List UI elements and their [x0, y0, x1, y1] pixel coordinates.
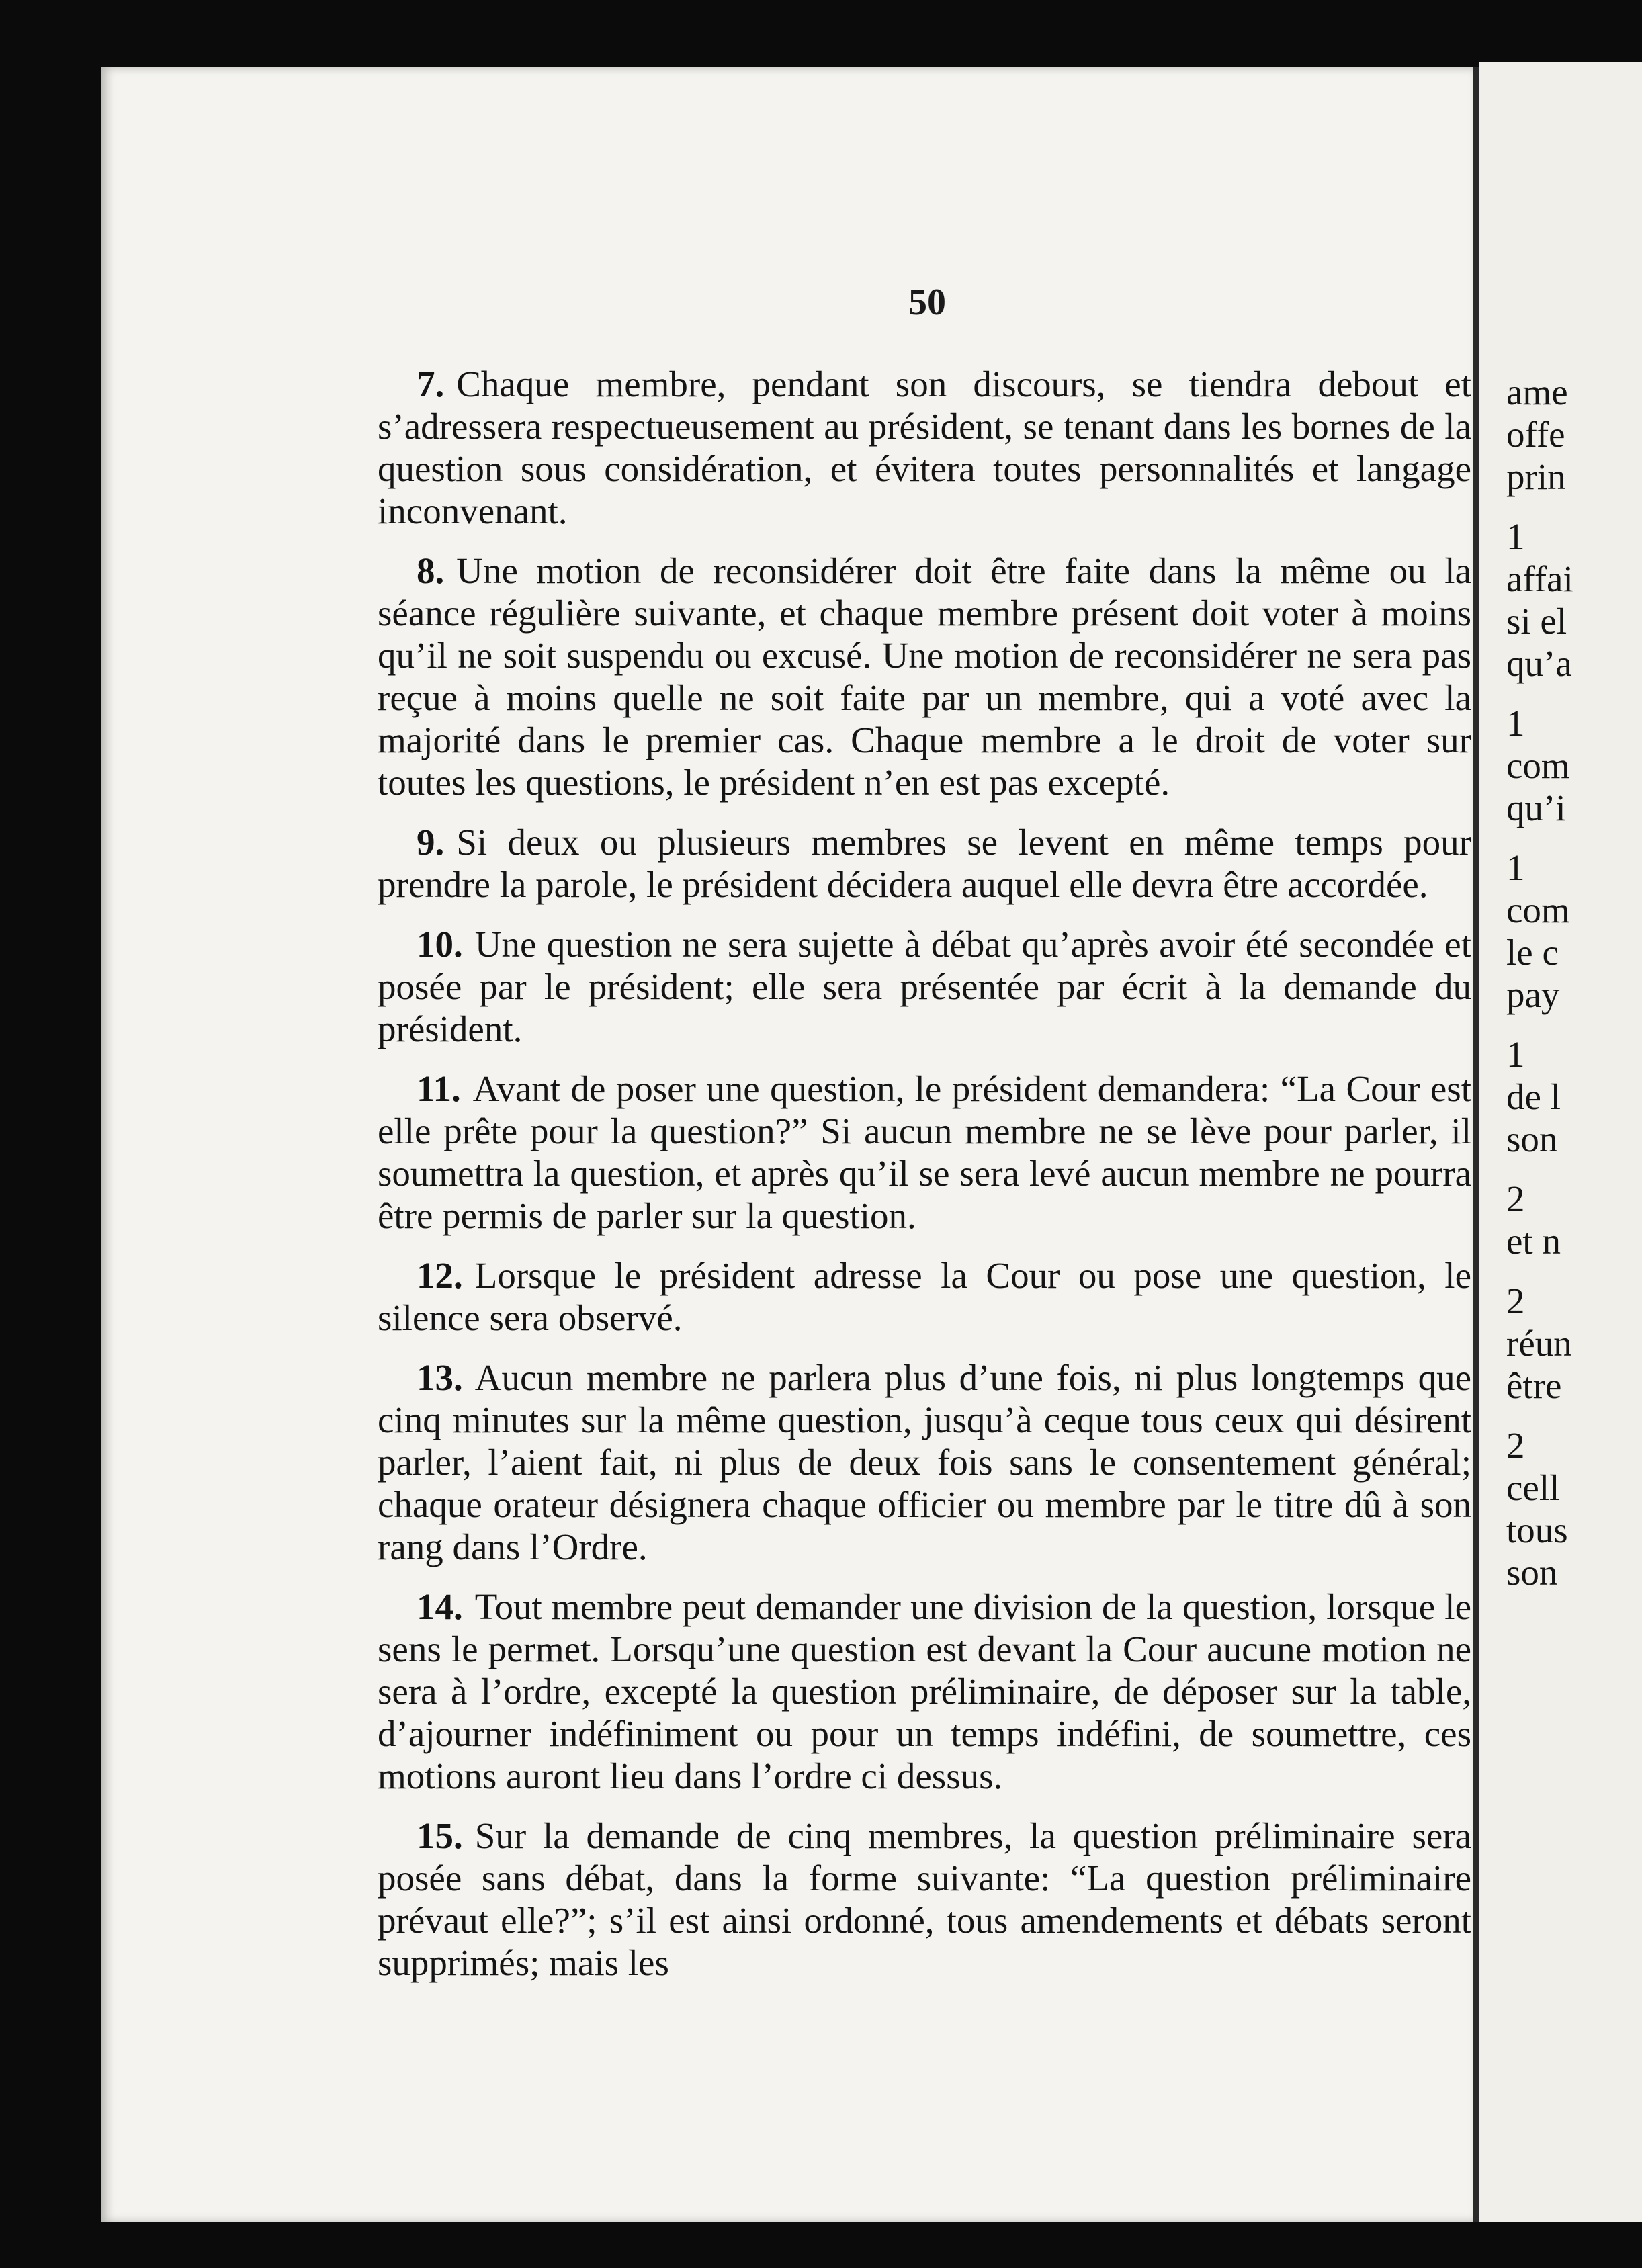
rule-text: Une question ne sera sujette à débat qu’après avoir été secondée et posée par le président; elle sera présentée par écrit à la demande du président. [378, 924, 1471, 1049]
adjacent-page-fragment: qu’i [1506, 787, 1566, 828]
book-gutter [1473, 67, 1479, 2222]
adjacent-page-gap [1506, 1262, 1642, 1280]
rule-text: Si deux ou plusieurs membres se levent en même temps pour prendre la parole, le président décidera auquel elle devra être accordée. [378, 822, 1471, 905]
rule-paragraph [378, 1067, 1471, 1237]
adjacent-page-text [1506, 371, 1642, 1594]
adjacent-page-fragment: qu’a [1506, 643, 1572, 684]
adjacent-page-fragment: être [1506, 1365, 1562, 1406]
adjacent-page-fragment: si el [1506, 601, 1567, 642]
rule-text: Sur la demande de cinq membres, la question préliminaire sera posée sans débat, dans la forme suivante: “La question préliminaire prévaut elle?”; s’il est ainsi ordonné, tous amendements et débats seront supprimés; mais les [378, 1815, 1471, 1983]
adjacent-page-gap [1506, 1016, 1642, 1033]
adjacent-page-fragment: 1 [1506, 1034, 1525, 1075]
adjacent-page-fragment: 1 [1506, 703, 1525, 744]
rule-number: 7. [417, 363, 445, 404]
rule-number: 12. [417, 1255, 463, 1296]
adjacent-page-gap [1506, 829, 1642, 846]
book-page [101, 67, 1473, 2222]
adjacent-page-fragment: réun [1506, 1323, 1572, 1364]
adjacent-page-fragment: affai [1506, 558, 1573, 599]
rule-number: 8. [417, 550, 445, 591]
adjacent-page-fragment: 1 [1506, 847, 1525, 888]
rule-text: Lorsque le président adresse la Cour ou pose une question, le silence sera observé. [378, 1255, 1471, 1338]
rule-paragraph [378, 1815, 1471, 1984]
rules-text [378, 363, 1471, 2001]
adjacent-page-fragment: com [1506, 745, 1570, 786]
rule-text: Une motion de reconsidérer doit être faite dans la même ou la séance régulière suivante, et chaque membre présent doit voter à moins qu’il ne soit suspendu ou excusé. Une motion de reconsidérer ne sera pas reçue à moins quelle ne soit faite par un membre, qui a voté avec la majorité dans le premier cas. Chaque membre a le droit de voter sur toutes les questions, le président n’en est pas excepté. [378, 550, 1471, 803]
rule-paragraph [378, 363, 1471, 532]
adjacent-page-fragment: son [1506, 1552, 1558, 1593]
adjacent-page-gap [1506, 1407, 1642, 1424]
adjacent-page-fragment: com [1506, 889, 1570, 930]
rule-number: 14. [417, 1586, 463, 1627]
adjacent-page-fragment: 1 [1506, 516, 1525, 557]
rule-paragraph [378, 550, 1471, 803]
rule-text: Aucun membre ne parlera plus d’une fois, ni plus longtemps que cinq minutes sur la même question, jusqu’à ceque tous ceux qui désirent parler, l’aient fait, ni plus de deux fois sans le consentement général; chaque orateur désignera chaque officier ou membre par le titre dû à son rang dans l’Ordre. [378, 1357, 1471, 1567]
adjacent-page-gap [1506, 1160, 1642, 1178]
rule-text: Tout membre peut demander une division de la question, lorsque le sens le permet. Lorsqu’une question est devant la Cour aucune motion ne sera à l’ordre, excepté la question préliminaire, de déposer sur la table, d’ajourner indéfiniment ou pour un temps indéfini, de soumettre, ces motions auront lieu dans l’ordre ci dessus. [378, 1586, 1471, 1796]
adjacent-page-fragment: cell [1506, 1467, 1560, 1508]
adjacent-page-fragment: pay [1506, 974, 1560, 1015]
rule-paragraph [378, 1585, 1471, 1797]
adjacent-page-fragment: tous [1506, 1510, 1568, 1551]
page-number: 50 [908, 281, 946, 323]
adjacent-page-fragment: son [1506, 1119, 1558, 1160]
adjacent-page-fragment: 2 [1506, 1425, 1525, 1466]
rule-paragraph [378, 923, 1471, 1050]
adjacent-page-fragment: prin [1506, 456, 1566, 497]
rule-text: Chaque membre, pendant son discours, se tiendra debout et s’adressera respectueusement au président, se tenant dans les bornes de la question sous considération, et évitera toutes personnalités et langage inconvenant. [378, 363, 1471, 531]
adjacent-page-gap [1506, 685, 1642, 702]
adjacent-page-fragment: et n [1506, 1221, 1561, 1262]
rule-paragraph [378, 821, 1471, 906]
adjacent-page-fragment: de l [1506, 1076, 1561, 1117]
adjacent-page-fragment: 2 [1506, 1280, 1525, 1321]
rule-number: 10. [417, 924, 463, 965]
adjacent-page-gap [1506, 498, 1642, 515]
rule-paragraph [378, 1254, 1471, 1339]
adjacent-page-fragment: 2 [1506, 1178, 1525, 1219]
adjacent-page-fragment: offe [1506, 414, 1565, 455]
rule-number: 9. [417, 822, 445, 863]
adjacent-page-edge [1479, 62, 1642, 2222]
adjacent-page-fragment: ame [1506, 372, 1568, 412]
adjacent-page-fragment: le c [1506, 932, 1559, 973]
rule-number: 13. [417, 1357, 463, 1398]
rule-number: 11. [417, 1068, 461, 1109]
rule-paragraph [378, 1356, 1471, 1568]
rule-number: 15. [417, 1815, 463, 1856]
rule-text: Avant de poser une question, le président demandera: “La Cour est elle prête pour la question?” Si aucun membre ne se lève pour parler, il soumettra la question, et après qu’il se sera levé aucun membre ne pourra être permis de parler sur la question. [378, 1068, 1471, 1236]
